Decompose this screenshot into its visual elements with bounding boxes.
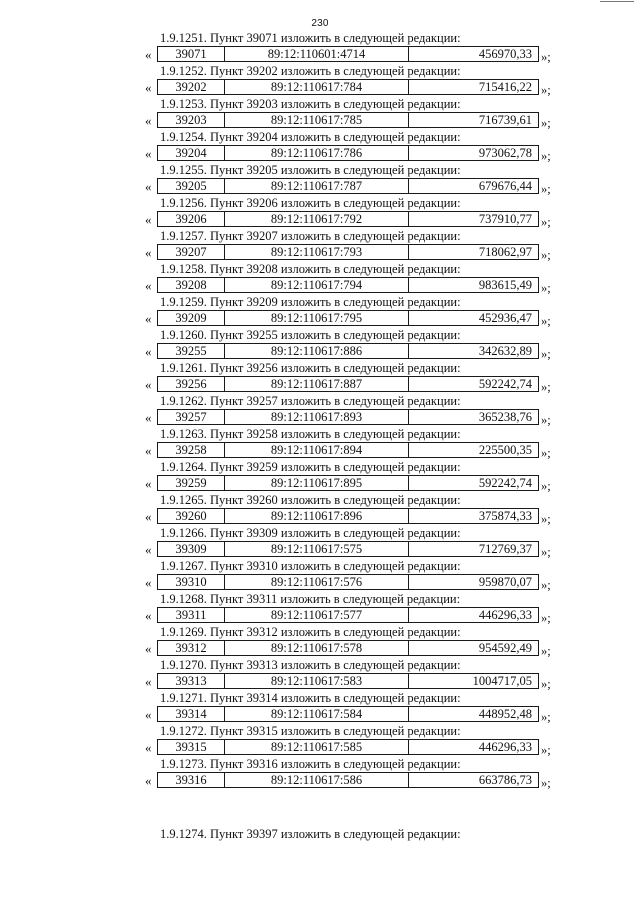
amendment-heading: 1.9.1257. Пункт 39207 изложить в следующей редакции: [160,229,461,243]
item-number-cell: 39313 [158,674,225,689]
amendment-table [157,46,539,62]
cadastral-value-cell: 456970,33 [409,47,539,62]
open-quote-mark: « [145,245,152,260]
amendment-entry [0,757,640,790]
close-quote-mark: »; [541,116,551,130]
table-row [158,113,539,128]
amendment-heading: 1.9.1267. Пункт 39310 изложить в следующей редакции: [160,559,461,573]
table-row [158,641,539,656]
table-row [158,443,539,458]
cadastral-value-cell: 983615,49 [409,278,539,293]
amendment-heading: 1.9.1269. Пункт 39312 изложить в следующей редакции: [160,625,461,639]
amendment-table [157,376,539,392]
open-quote-mark: « [145,311,152,326]
table-row [158,47,539,62]
open-quote-mark: « [145,773,152,788]
cadastral-value-cell: 452936,47 [409,311,539,326]
amendment-table [157,178,539,194]
close-quote-mark: »; [541,149,551,163]
cadastral-value-cell: 716739,61 [409,113,539,128]
amendment-entry [0,691,640,724]
table-row [158,608,539,623]
open-quote-mark: « [145,113,152,128]
amendment-heading: 1.9.1271. Пункт 39314 изложить в следующей редакции: [160,691,461,705]
open-quote-mark: « [145,344,152,359]
close-quote-mark: »; [541,710,551,724]
item-number-cell: 39315 [158,740,225,755]
cadastral-value-cell: 663786,73 [409,773,539,788]
open-quote-mark: « [145,377,152,392]
open-quote-mark: « [145,476,152,491]
open-quote-mark: « [145,608,152,623]
cadastral-value-cell: 1004717,05 [409,674,539,689]
close-quote-mark: »; [541,776,551,790]
amendment-heading: 1.9.1252. Пункт 39202 изложить в следующей редакции: [160,64,461,78]
table-row [158,476,539,491]
amendment-table [157,739,539,755]
item-number-cell: 39316 [158,773,225,788]
cadastral-value-cell: 712769,37 [409,542,539,557]
amendment-heading: 1.9.1260. Пункт 39255 изложить в следующей редакции: [160,328,461,342]
item-number-cell: 39257 [158,410,225,425]
item-number-cell: 39260 [158,509,225,524]
item-number-cell: 39255 [158,344,225,359]
item-number-cell: 39310 [158,575,225,590]
close-quote-mark: »; [541,83,551,97]
amendment-entry [0,592,640,625]
cadastral-number-cell: 89:12:110617:896 [225,509,409,524]
item-number-cell: 39203 [158,113,225,128]
cadastral-value-cell: 342632,89 [409,344,539,359]
amendment-heading: 1.9.1270. Пункт 39313 изложить в следующей редакции: [160,658,461,672]
cadastral-value-cell: 592242,74 [409,476,539,491]
amendment-entry [0,361,640,394]
item-number-cell: 39206 [158,212,225,227]
close-quote-mark: »; [541,743,551,757]
amendment-entry [0,427,640,460]
open-quote-mark: « [145,707,152,722]
item-number-cell: 39259 [158,476,225,491]
amendment-entry [0,658,640,691]
amendment-heading: 1.9.1258. Пункт 39208 изложить в следующей редакции: [160,262,461,276]
item-number-cell: 39312 [158,641,225,656]
amendment-heading: 1.9.1259. Пункт 39209 изложить в следующей редакции: [160,295,461,309]
amendment-table [157,310,539,326]
amendment-entry [0,328,640,361]
item-number-cell: 39311 [158,608,225,623]
open-quote-mark: « [145,542,152,557]
amendment-entry [0,31,640,64]
table-row [158,80,539,95]
open-quote-mark: « [145,47,152,62]
amendment-table [157,145,539,161]
amendment-heading: 1.9.1262. Пункт 39257 изложить в следующей редакции: [160,394,461,408]
close-quote-mark: »; [541,215,551,229]
amendment-heading: 1.9.1256. Пункт 39206 изложить в следующей редакции: [160,196,461,210]
amendment-entry [0,196,640,229]
close-quote-mark: »; [541,446,551,460]
cadastral-number-cell: 89:12:110617:787 [225,179,409,194]
cadastral-number-cell: 89:12:110617:894 [225,443,409,458]
amendment-entry [0,262,640,295]
cadastral-number-cell: 89:12:110617:793 [225,245,409,260]
amendment-entry [0,229,640,262]
cadastral-number-cell: 89:12:110617:586 [225,773,409,788]
table-row [158,542,539,557]
close-quote-mark: »; [541,281,551,295]
amendment-table [157,772,539,788]
item-number-cell: 39071 [158,47,225,62]
close-quote-mark: »; [541,50,551,64]
amendment-entry [0,64,640,97]
amendment-entry [0,625,640,658]
cadastral-number-cell: 89:12:110617:895 [225,476,409,491]
amendment-heading: 1.9.1261. Пункт 39256 изложить в следующей редакции: [160,361,461,375]
close-quote-mark: »; [541,611,551,625]
close-quote-mark: »; [541,578,551,592]
table-row [158,179,539,194]
cadastral-number-cell: 89:12:110617:893 [225,410,409,425]
cadastral-value-cell: 715416,22 [409,80,539,95]
amendment-entry [0,97,640,130]
amendment-table [157,541,539,557]
close-quote-mark: »; [541,545,551,559]
close-quote-mark: »; [541,413,551,427]
amendment-heading: 1.9.1272. Пункт 39315 изложить в следующей редакции: [160,724,461,738]
cadastral-value-cell: 446296,33 [409,740,539,755]
item-number-cell: 39207 [158,245,225,260]
amendment-table [157,79,539,95]
amendment-table [157,211,539,227]
amendment-heading: 1.9.1273. Пункт 39316 изложить в следующей редакции: [160,757,461,771]
amendment-entry [0,559,640,592]
amendment-table [157,112,539,128]
close-quote-mark: »; [541,314,551,328]
table-row [158,377,539,392]
close-quote-mark: »; [541,380,551,394]
amendment-heading: 1.9.1254. Пункт 39204 изложить в следующей редакции: [160,130,461,144]
cadastral-value-cell: 679676,44 [409,179,539,194]
amendment-table [157,607,539,623]
amendment-heading: 1.9.1251. Пункт 39071 изложить в следующей редакции: [160,31,461,45]
cadastral-number-cell: 89:12:110617:576 [225,575,409,590]
open-quote-mark: « [145,674,152,689]
amendment-entry [0,724,640,757]
close-quote-mark: »; [541,479,551,493]
cadastral-value-cell: 954592,49 [409,641,539,656]
item-number-cell: 39204 [158,146,225,161]
table-row [158,509,539,524]
table-row [158,410,539,425]
amendment-entry [0,460,640,493]
table-row [158,674,539,689]
cadastral-value-cell: 737910,77 [409,212,539,227]
amendment-table [157,640,539,656]
open-quote-mark: « [145,80,152,95]
close-quote-mark: »; [541,347,551,361]
amendment-heading: 1.9.1268. Пункт 39311 изложить в следующей редакции: [160,592,461,606]
amendment-table [157,409,539,425]
cadastral-number-cell: 89:12:110617:887 [225,377,409,392]
amendment-heading: 1.9.1253. Пункт 39203 изложить в следующей редакции: [160,97,461,111]
amendment-table [157,343,539,359]
amendment-entry [0,130,640,163]
cadastral-value-cell: 973062,78 [409,146,539,161]
amendment-heading: 1.9.1265. Пункт 39260 изложить в следующей редакции: [160,493,461,507]
close-quote-mark: »; [541,248,551,262]
amendment-entry [0,163,640,196]
table-row [158,344,539,359]
cadastral-number-cell: 89:12:110617:575 [225,542,409,557]
amendment-table [157,277,539,293]
open-quote-mark: « [145,146,152,161]
item-number-cell: 39309 [158,542,225,557]
table-row [158,311,539,326]
cadastral-value-cell: 365238,76 [409,410,539,425]
item-number-cell: 39314 [158,707,225,722]
item-number-cell: 39205 [158,179,225,194]
amendment-heading-last: 1.9.1274. Пункт 39397 изложить в следующей редакции: [160,827,461,841]
amendment-table [157,673,539,689]
item-number-cell: 39256 [158,377,225,392]
open-quote-mark: « [145,179,152,194]
amendment-table [157,706,539,722]
cadastral-number-cell: 89:12:110617:578 [225,641,409,656]
item-number-cell: 39209 [158,311,225,326]
amendment-heading: 1.9.1255. Пункт 39205 изложить в следующей редакции: [160,163,461,177]
table-row [158,740,539,755]
amendment-table [157,244,539,260]
close-quote-mark: »; [541,182,551,196]
cadastral-value-cell: 225500,35 [409,443,539,458]
cadastral-value-cell: 592242,74 [409,377,539,392]
open-quote-mark: « [145,509,152,524]
table-row [158,146,539,161]
table-row [158,575,539,590]
amendment-entry [0,394,640,427]
cadastral-number-cell: 89:12:110617:585 [225,740,409,755]
table-row [158,278,539,293]
cadastral-number-cell: 89:12:110617:577 [225,608,409,623]
table-row [158,245,539,260]
cadastral-value-cell: 718062,97 [409,245,539,260]
amendment-entry [0,526,640,559]
open-quote-mark: « [145,575,152,590]
cadastral-value-cell: 375874,33 [409,509,539,524]
amendment-heading: 1.9.1266. Пункт 39309 изложить в следующей редакции: [160,526,461,540]
open-quote-mark: « [145,641,152,656]
cadastral-value-cell: 446296,33 [409,608,539,623]
item-number-cell: 39258 [158,443,225,458]
cadastral-number-cell: 89:12:110617:792 [225,212,409,227]
amendment-table [157,508,539,524]
cadastral-number-cell: 89:12:110617:785 [225,113,409,128]
table-row [158,212,539,227]
cadastral-number-cell: 89:12:110617:786 [225,146,409,161]
amendment-table [157,475,539,491]
open-quote-mark: « [145,212,152,227]
amendment-heading: 1.9.1263. Пункт 39258 изложить в следующей редакции: [160,427,461,441]
amendment-heading: 1.9.1264. Пункт 39259 изложить в следующей редакции: [160,460,461,474]
close-quote-mark: »; [541,512,551,526]
cadastral-value-cell: 959870,07 [409,575,539,590]
amendment-list [0,31,640,790]
page-number: 230 [311,18,329,29]
cadastral-number-cell: 89:12:110617:886 [225,344,409,359]
cadastral-value-cell: 448952,48 [409,707,539,722]
page-corner-mark [600,1,634,2]
cadastral-number-cell: 89:12:110617:784 [225,80,409,95]
open-quote-mark: « [145,443,152,458]
item-number-cell: 39208 [158,278,225,293]
amendment-entry [0,493,640,526]
open-quote-mark: « [145,410,152,425]
cadastral-number-cell: 89:12:110617:794 [225,278,409,293]
open-quote-mark: « [145,740,152,755]
amendment-table [157,574,539,590]
close-quote-mark: »; [541,677,551,691]
cadastral-number-cell: 89:12:110617:795 [225,311,409,326]
cadastral-number-cell: 89:12:110617:584 [225,707,409,722]
table-row [158,773,539,788]
open-quote-mark: « [145,278,152,293]
cadastral-number-cell: 89:12:110601:4714 [225,47,409,62]
cadastral-number-cell: 89:12:110617:583 [225,674,409,689]
amendment-entry [0,295,640,328]
table-row [158,707,539,722]
close-quote-mark: »; [541,644,551,658]
amendment-table [157,442,539,458]
item-number-cell: 39202 [158,80,225,95]
